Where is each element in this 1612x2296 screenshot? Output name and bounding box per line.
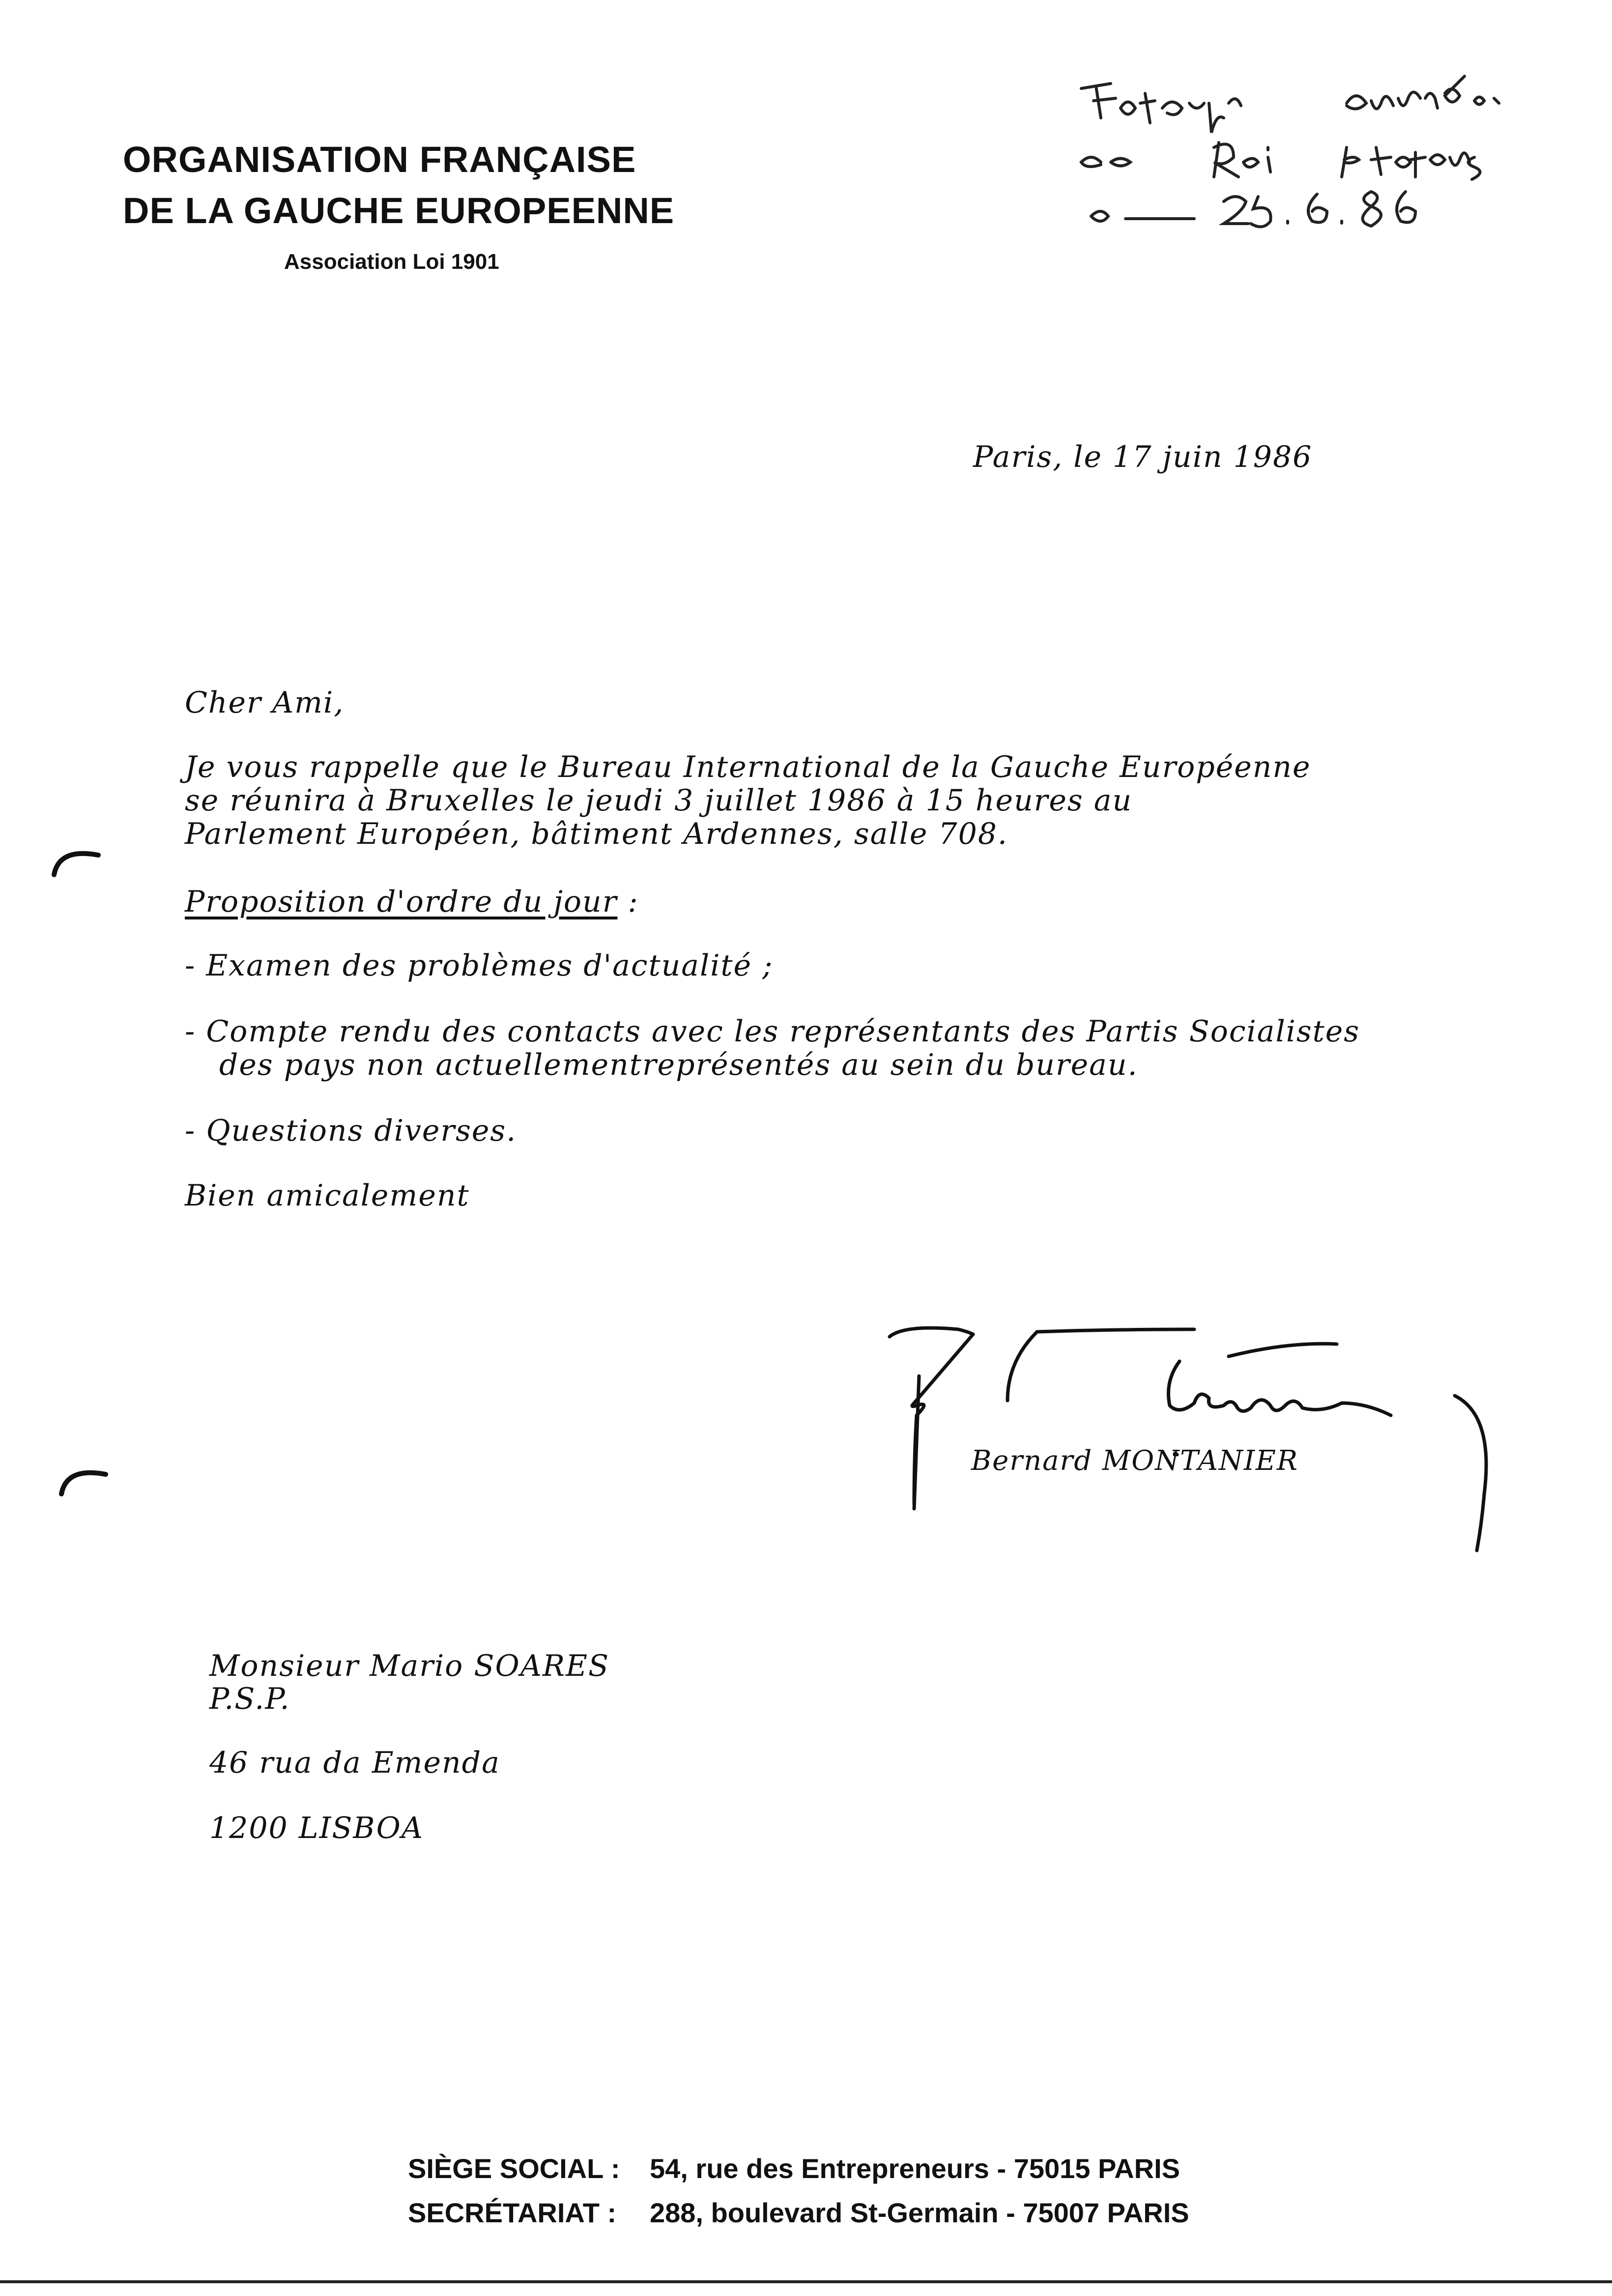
page-bottom-rule bbox=[0, 2280, 1612, 2283]
recipient-city: 1200 LISBOA bbox=[209, 1811, 424, 1845]
salutation: Cher Ami, bbox=[185, 686, 345, 720]
handwritten-note-drawing bbox=[1071, 74, 1583, 231]
footer-label-2: SECRÉTARIAT : bbox=[408, 2197, 617, 2228]
body-paragraph-line3: Parlement Européen, bâtiment Ardennes, salle 708. bbox=[185, 817, 1008, 851]
recipient-name: Monsieur Mario SOARES bbox=[209, 1649, 610, 1683]
association-label: Association Loi 1901 bbox=[284, 250, 499, 274]
handwritten-note bbox=[1071, 74, 1583, 231]
body-paragraph-line2: se réunira à Bruxelles le jeudi 3 juillet 1986 à 15 heures au bbox=[185, 783, 1133, 818]
recipient-party: P.S.P. bbox=[209, 1682, 290, 1716]
signature-name: Bernard MONTANIER bbox=[971, 1445, 1299, 1477]
footer-label-1: SIÈGE SOCIAL : bbox=[408, 2153, 620, 2184]
agenda-item-1: - Examen des problèmes d'actualité ; bbox=[185, 948, 774, 983]
org-name-line1: ORGANISATION FRANÇAISE bbox=[123, 139, 636, 180]
agenda-item-2-line2: des pays non actuellementreprésentés au sein du bureau. bbox=[219, 1048, 1138, 1082]
footer-address-1: 54, rue des Entrepreneurs - 75015 PARIS bbox=[650, 2153, 1180, 2184]
agenda-item-3: - Questions diverses. bbox=[185, 1114, 517, 1148]
org-name-line2: DE LA GAUCHE EUROPEENNE bbox=[123, 190, 675, 231]
footer-address-2: 288, boulevard St-Germain - 75007 PARIS bbox=[650, 2197, 1189, 2228]
agenda-item-2-line1: - Compte rendu des contacts avec les représentants des Partis Socialistes bbox=[185, 1014, 1360, 1049]
body-paragraph-line1: Je vous rappelle que le Bureau International de la Gauche Européenne bbox=[185, 750, 1311, 784]
closing: Bien amicalement bbox=[185, 1178, 470, 1213]
agenda-heading-colon: : bbox=[628, 885, 639, 919]
date-line: Paris, le 17 juin 1986 bbox=[973, 440, 1313, 474]
agenda-heading: Proposition d'ordre du jour bbox=[185, 885, 618, 919]
agenda-heading-row bbox=[185, 885, 639, 919]
recipient-street: 46 rua da Emenda bbox=[209, 1746, 500, 1780]
punch-mark-lower bbox=[57, 1460, 111, 1504]
punch-mark-upper bbox=[49, 840, 103, 885]
